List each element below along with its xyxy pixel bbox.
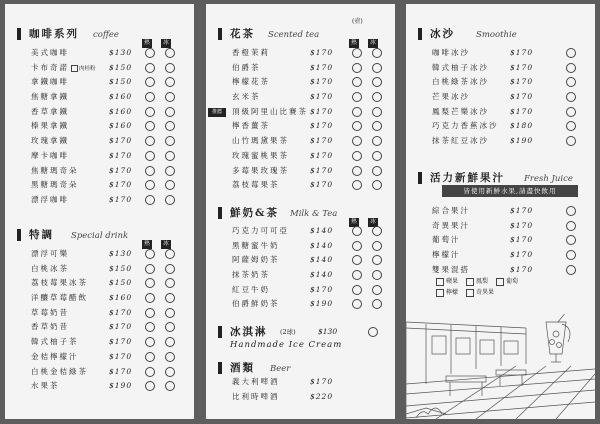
item-price: $140: [310, 226, 334, 235]
hot-order-circle[interactable]: [145, 48, 155, 58]
item-name: 綜合果汁: [432, 206, 470, 215]
hot-order-circle[interactable]: [566, 235, 576, 245]
menu-item: [5, 119, 194, 134]
item-name: 芒果冰沙: [432, 92, 470, 102]
item-price: $170: [310, 377, 334, 386]
section-title: 冰沙: [430, 28, 455, 40]
menu-item: [206, 164, 395, 179]
item-name: 檸香薑茶: [232, 121, 270, 131]
juice-option-checkbox[interactable]: 奇異果: [466, 287, 494, 298]
item-name: 白桃綠茶冰沙: [432, 77, 489, 87]
ice-order-circle[interactable]: [372, 299, 382, 309]
hot-order-circle[interactable]: [566, 48, 576, 58]
icecream-price: $130: [318, 327, 338, 336]
hot-order-circle[interactable]: [145, 166, 155, 176]
item-name: 草莓奶昔: [31, 307, 69, 317]
item-name: 玫瑰蜜桃果茶: [232, 150, 289, 160]
item-note: 肉桂粉: [71, 66, 96, 72]
hot-order-circle[interactable]: [566, 63, 576, 73]
item-name: 水果茶: [31, 381, 60, 391]
item-name: 漂浮咖啡: [31, 194, 69, 204]
ice-order-circle[interactable]: [372, 77, 382, 87]
item-price: $140: [310, 270, 334, 280]
hot-order-circle[interactable]: [352, 136, 362, 146]
ice-order-circle[interactable]: [165, 278, 175, 288]
item-name: 檸檬花茶: [232, 77, 270, 87]
ice-order-circle[interactable]: [372, 270, 382, 280]
hot-order-circle[interactable]: [145, 249, 155, 259]
item-name: 黑糖瑪奇朵: [31, 180, 79, 190]
ice-tag: 冰: [368, 218, 378, 227]
item-price: $170: [510, 77, 534, 87]
section-title-en: Milk & Tea: [290, 209, 338, 219]
item-price: $170: [310, 48, 334, 57]
item-name: 美式咖啡: [31, 48, 69, 57]
item-name: 抹茶奶茶: [232, 270, 270, 280]
menu-item: [5, 149, 194, 164]
item-name: 荔枝莓果茶: [232, 180, 280, 190]
menu-item: [5, 320, 194, 335]
juice-list: [406, 204, 595, 277]
item-price: $170: [510, 250, 534, 260]
item-name: 山竹瑪黛果茶: [232, 136, 289, 146]
icecream-section-header: [206, 324, 395, 340]
item-price: $170: [510, 106, 534, 116]
hot-order-circle[interactable]: [145, 107, 155, 117]
menu-item: [5, 193, 194, 208]
ice-order-circle[interactable]: [372, 151, 382, 161]
item-price: $160: [109, 293, 133, 303]
order-circle[interactable]: [368, 327, 378, 337]
ice-order-circle[interactable]: [165, 48, 175, 58]
item-name: 香草拿鐵: [31, 106, 69, 116]
ice-order-circle[interactable]: [165, 249, 175, 259]
hot-order-circle[interactable]: [566, 92, 576, 102]
item-name: 黑糖蜜牛奶: [232, 240, 280, 250]
ice-order-circle[interactable]: [165, 107, 175, 117]
tea-list: [206, 46, 395, 193]
item-name: 洋釀草莓醋飲: [31, 293, 88, 303]
menu-item: [406, 248, 595, 263]
hot-order-circle[interactable]: [145, 293, 155, 303]
ice-order-circle[interactable]: [165, 195, 175, 205]
hot-order-circle[interactable]: [566, 265, 576, 275]
item-name: 頂級阿里山比賽茶: [232, 106, 308, 116]
hot-order-circle[interactable]: [145, 367, 155, 377]
item-price: $190: [310, 299, 334, 309]
icecream-title-en: Handmade Ice Cream: [230, 340, 343, 350]
scoop-note: (2球): [280, 328, 296, 336]
item-price: $180: [510, 121, 534, 131]
menu-panel-left: [5, 4, 194, 419]
menu-item: [206, 297, 395, 312]
hot-order-circle[interactable]: [145, 151, 155, 161]
item-price: $170: [109, 180, 133, 190]
menu-item: [206, 61, 395, 76]
hot-order-circle[interactable]: [566, 221, 576, 231]
item-name: 義大利啤酒: [232, 377, 280, 386]
menu-item: [206, 390, 395, 405]
item-name: 伯爵鮮奶茶: [232, 299, 280, 309]
item-name: 紅豆牛奶: [232, 284, 270, 294]
juice-option-checkbox[interactable]: 鳳梨: [466, 276, 488, 287]
ice-order-circle[interactable]: [372, 63, 382, 73]
section-title-en: Smoothie: [476, 30, 517, 40]
item-name: 咖啡冰沙: [432, 48, 470, 57]
hot-order-circle[interactable]: [352, 241, 362, 251]
milk-section-header: [206, 205, 395, 225]
item-price: $170: [310, 62, 334, 72]
hot-order-circle[interactable]: [352, 255, 362, 265]
menu-item: [5, 178, 194, 193]
hot-order-circle[interactable]: [352, 226, 362, 236]
hot-tag: 熱: [349, 218, 359, 227]
ice-order-circle[interactable]: [372, 107, 382, 117]
hot-order-circle[interactable]: [145, 92, 155, 102]
item-price: $170: [510, 48, 534, 57]
section-title-en: Scented tea: [268, 30, 320, 40]
hot-order-circle[interactable]: [145, 121, 155, 131]
ice-order-circle[interactable]: [165, 77, 175, 87]
special-section-header: [5, 227, 194, 247]
menu-item: [206, 149, 395, 164]
ice-order-circle[interactable]: [165, 381, 175, 391]
section-title: 活力新鮮果汁: [430, 172, 505, 184]
pot-label: (壺): [352, 18, 363, 25]
special-list: [5, 247, 194, 394]
item-name: 香橙茉莉: [232, 48, 270, 57]
hot-order-circle[interactable]: [145, 136, 155, 146]
hot-order-circle[interactable]: [352, 92, 362, 102]
item-name: 抹茶紅豆冰沙: [432, 136, 489, 146]
smoothie-section-header: [406, 26, 595, 42]
menu-item: [5, 276, 194, 291]
juice-notice-banner: 皆使用新鮮水果,請盡快飲用: [442, 185, 578, 197]
section-title-en: Special drink: [71, 231, 129, 241]
hot-order-circle[interactable]: [145, 278, 155, 288]
beer-section-header: [206, 360, 395, 376]
menu-item: [406, 90, 595, 105]
coffee-section-header: [5, 26, 194, 46]
ice-order-circle[interactable]: [165, 352, 175, 362]
menu-item: [406, 233, 595, 248]
ice-order-circle[interactable]: [165, 63, 175, 73]
item-name: 阿薩姆奶茶: [232, 255, 280, 265]
ice-order-circle[interactable]: [165, 337, 175, 347]
tea-section-header: [206, 26, 395, 46]
section-title: 冰淇淋: [230, 326, 268, 338]
hot-order-circle[interactable]: [352, 48, 362, 58]
hot-order-circle[interactable]: [352, 151, 362, 161]
ice-order-circle[interactable]: [165, 136, 175, 146]
menu-item: [5, 105, 194, 120]
ice-order-circle[interactable]: [165, 180, 175, 190]
item-price: $150: [109, 62, 133, 72]
menu-item: [406, 46, 595, 61]
menu-item: [5, 335, 194, 350]
menu-item: [406, 204, 595, 219]
ice-order-circle[interactable]: [372, 226, 382, 236]
item-price: $150: [109, 263, 133, 273]
item-price: $170: [510, 235, 534, 245]
item-name: 玫瑰拿鐵: [31, 136, 69, 146]
item-price: $140: [310, 255, 334, 265]
menu-item: [206, 119, 395, 134]
item-price: $170: [310, 180, 334, 190]
item-name: 巧克力可可亞: [232, 226, 289, 235]
item-name: 韓式柚子茶: [31, 337, 79, 347]
menu-item: [406, 134, 595, 149]
menu-item: [206, 253, 395, 268]
hot-order-circle[interactable]: [566, 250, 576, 260]
item-price: $170: [109, 337, 133, 347]
hot-order-circle[interactable]: [145, 195, 155, 205]
section-title: 咖啡系列: [29, 28, 79, 40]
item-price: $170: [310, 284, 334, 294]
item-price: $160: [109, 106, 133, 116]
juice-section-header: [406, 170, 595, 186]
menu-item: [206, 239, 395, 254]
menu-item: [206, 268, 395, 283]
item-price: $160: [109, 121, 133, 131]
ice-order-circle[interactable]: [372, 255, 382, 265]
item-name: 巧克力香蕉冰沙: [432, 121, 499, 131]
ice-tag: 冰: [368, 39, 378, 48]
item-price: $170: [109, 351, 133, 361]
ice-tag: 冰: [161, 240, 171, 249]
menu-item: [206, 224, 395, 239]
ice-order-circle[interactable]: [165, 151, 175, 161]
menu-item: [5, 90, 194, 105]
item-price: $150: [109, 278, 133, 288]
menu-item: [206, 105, 395, 120]
hot-order-circle[interactable]: [145, 352, 155, 362]
item-price: $170: [510, 264, 534, 274]
coffee-list: [5, 46, 194, 208]
hot-order-circle[interactable]: [352, 299, 362, 309]
item-name: 焦糖拿鐵: [31, 92, 69, 102]
ice-order-circle[interactable]: [165, 367, 175, 377]
item-price: $170: [310, 165, 334, 175]
item-price: $190: [109, 381, 133, 391]
item-price: $170: [109, 194, 133, 204]
menu-item: [5, 75, 194, 90]
hot-order-circle[interactable]: [566, 136, 576, 146]
item-price: $220: [310, 391, 334, 401]
hot-order-circle[interactable]: [145, 308, 155, 318]
hot-order-circle[interactable]: [145, 264, 155, 274]
item-name: 卡布奇諾 肉桂粉: [31, 62, 96, 72]
item-name: 伯爵茶: [232, 62, 261, 72]
item-name: 鳳梨芒樂冰沙: [432, 106, 489, 116]
hot-order-circle[interactable]: [566, 107, 576, 117]
menu-item: [5, 46, 194, 61]
item-price: $170: [109, 366, 133, 376]
hot-order-circle[interactable]: [352, 166, 362, 176]
hot-order-circle[interactable]: [566, 206, 576, 216]
hot-order-circle[interactable]: [352, 63, 362, 73]
menu-item: [5, 350, 194, 365]
item-name: 摩卡咖啡: [31, 150, 69, 160]
menu-item: [206, 375, 395, 390]
milk-list: [206, 224, 395, 312]
hot-order-circle[interactable]: [352, 77, 362, 87]
menu-item: [5, 306, 194, 321]
item-price: $170: [510, 220, 534, 230]
item-price: $170: [310, 77, 334, 87]
item-price: $170: [510, 62, 534, 72]
item-name: 葡萄汁: [432, 235, 461, 245]
hot-order-circle[interactable]: [145, 180, 155, 190]
item-name: 白桃冰茶: [31, 263, 69, 273]
item-price: $130: [109, 48, 133, 57]
item-name: 金桔檸檬汁: [31, 351, 79, 361]
ice-order-circle[interactable]: [165, 322, 175, 332]
item-name: 雙果混搭: [432, 264, 470, 274]
menu-item: [5, 291, 194, 306]
item-price: $170: [310, 150, 334, 160]
ice-order-circle[interactable]: [372, 180, 382, 190]
menu-item: [206, 283, 395, 298]
item-name: 香草奶昔: [31, 322, 69, 332]
hot-order-circle[interactable]: [352, 121, 362, 131]
item-name: 多莓果玫瑰茶: [232, 165, 289, 175]
hot-order-circle[interactable]: [352, 107, 362, 117]
menu-item: [406, 119, 595, 134]
section-title: 特調: [29, 229, 54, 241]
menu-item: [5, 164, 194, 179]
item-price: $170: [310, 136, 334, 146]
hot-order-circle[interactable]: [145, 337, 155, 347]
menu-item: [5, 365, 194, 380]
hot-order-circle[interactable]: [145, 381, 155, 391]
ice-tag: 冰: [161, 39, 171, 48]
juice-option-checkbox[interactable]: 葡萄: [496, 276, 518, 287]
item-name: 漂浮可樂: [31, 249, 69, 258]
item-price: $170: [109, 150, 133, 160]
menu-item: [5, 134, 194, 149]
section-title: 花茶: [230, 28, 255, 40]
menu-item: [206, 75, 395, 90]
item-name: 比利時啤酒: [232, 391, 280, 401]
menu-item: [406, 219, 595, 234]
menu-item: [406, 105, 595, 120]
ice-order-circle[interactable]: [372, 48, 382, 58]
menu-item: [206, 46, 395, 61]
item-price: $170: [510, 206, 534, 215]
ice-order-circle[interactable]: [372, 241, 382, 251]
juice-options: [436, 276, 546, 298]
hot-order-circle[interactable]: [145, 77, 155, 87]
item-price: $150: [109, 77, 133, 87]
menu-item: [206, 134, 395, 149]
item-name: 榛果拿鐵: [31, 121, 69, 131]
juice-option-checkbox[interactable]: 蘋果: [436, 276, 458, 287]
menu-item: [5, 262, 194, 277]
menu-item: [206, 178, 395, 193]
item-price: $170: [310, 92, 334, 102]
item-price: $170: [109, 136, 133, 146]
item-price: $170: [109, 322, 133, 332]
ice-order-circle[interactable]: [165, 308, 175, 318]
menu-panel-right: [406, 4, 595, 419]
item-name: 檸檬汁: [432, 250, 461, 260]
ice-order-circle[interactable]: [372, 121, 382, 131]
ice-order-circle[interactable]: [165, 121, 175, 131]
ice-order-circle[interactable]: [372, 166, 382, 176]
item-name: 玄米茶: [232, 92, 261, 102]
section-title-en: Fresh Juice: [524, 174, 573, 184]
hot-order-circle[interactable]: [352, 270, 362, 280]
item-name: 奇異果汁: [432, 220, 470, 230]
menu-item: [406, 75, 595, 90]
item-price: $170: [109, 165, 133, 175]
hot-tag: 熱: [142, 240, 152, 249]
item-name: 韓式柚子冰沙: [432, 62, 489, 72]
menu-item: [5, 379, 194, 394]
menu-item: [206, 90, 395, 105]
ice-order-circle[interactable]: [372, 285, 382, 295]
hot-order-circle[interactable]: [352, 180, 362, 190]
item-price: $170: [310, 121, 334, 131]
ice-order-circle[interactable]: [372, 136, 382, 146]
section-title: 鮮奶&茶: [230, 207, 279, 219]
smoothie-list: [406, 46, 595, 149]
item-price: $170: [510, 92, 534, 102]
hot-order-circle[interactable]: [566, 121, 576, 131]
hot-order-circle[interactable]: [145, 63, 155, 73]
item-price: $130: [109, 249, 133, 258]
ice-order-circle[interactable]: [165, 293, 175, 303]
item-price: $140: [310, 240, 334, 250]
hot-order-circle[interactable]: [566, 77, 576, 87]
menu-panel-middle: [206, 4, 395, 419]
item-price: $190: [510, 136, 534, 146]
item-price: $170: [109, 307, 133, 317]
menu-item: [406, 61, 595, 76]
item-name: 拿鐵咖啡: [31, 77, 69, 87]
item-price: $160: [109, 92, 133, 102]
menu-item: [5, 247, 194, 262]
ice-order-circle[interactable]: [165, 166, 175, 176]
item-name: 荔枝莓果冰茶: [31, 278, 88, 288]
beer-list: [206, 375, 395, 404]
ice-order-circle[interactable]: [372, 92, 382, 102]
section-title-en: Beer: [270, 364, 291, 374]
cafe-illustration: [406, 314, 595, 419]
item-name: 白桃金桔綠茶: [31, 366, 88, 376]
menu-item: [5, 61, 194, 76]
ice-order-circle[interactable]: [165, 264, 175, 274]
section-title-en: coffee: [93, 30, 119, 40]
hot-order-circle[interactable]: [145, 322, 155, 332]
recommend-badge: 推薦: [208, 108, 226, 117]
ice-order-circle[interactable]: [165, 92, 175, 102]
item-price: $170: [310, 106, 334, 116]
juice-option-checkbox[interactable]: 檸檬: [436, 287, 458, 298]
hot-tag: 熱: [142, 39, 152, 48]
hot-order-circle[interactable]: [352, 285, 362, 295]
item-name: 焦糖瑪奇朵: [31, 165, 79, 175]
hot-tag: 熱: [349, 39, 359, 48]
section-title: 酒類: [230, 362, 255, 374]
